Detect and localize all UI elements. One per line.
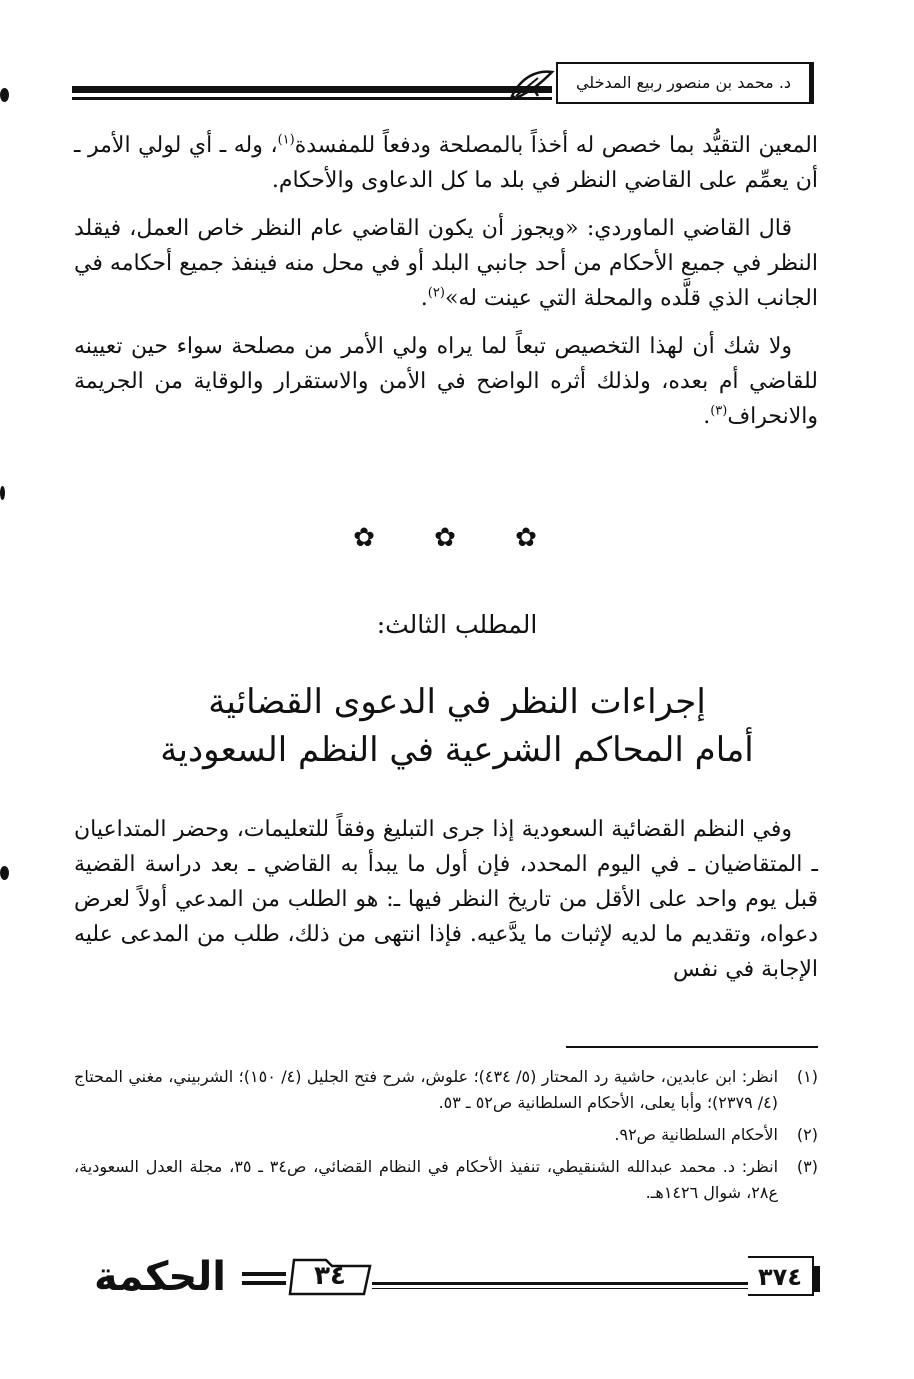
body-text-bottom: وفي النظم القضائية السعودية إذا جرى التبليغ وفقاً للتعليمات، وحضر المتداعيان ـ المتقاضيان ـ في اليوم المحدد، فإن أول ما يبدأ به القاضي ـ بعد دراسة القضية قبل يوم واحد على الأقل من تاريخ النظر فيها ـ: هو الطلب من المدعي أولاً لعرض دعواه، وتقديم ما لديه لإثبات ما يدَّعيه. فإذا انتهى من ذلك، طلب من المدعى عليه الإجابة في نفس [74, 817, 818, 982]
body-text-top: المعين التقيُّد بما خصص له أخذاً بالمصلحة ودفعاً للمفسدة$^{(١)}$، وله ـ أي لولي الأمر ـ أن يعمِّم على القاضي النظر في بلد ما كل الدعاوى والأحكام. قال القاضي الماوردي: «ويجوز أن يكون القاضي عام النظر خاص العمل، فيقلد النظر في جميع الأحكام من أحد جانبي البلد أو في محل منه فينفذ جميع أحكامه في الجانب الذي قلَّده والمحلة التي عينت له»$^{(٢)}$. ولا شك أن لهذا التخصيص تبعاً لما يراه ولي الأمر من مصلحة سواء حين تعيينه للقاضي أم بعده، ولذلك أثره الواضح في الأمن والاستقرار والوقاية من الجريمة والانحراف$^{(٣)}$. [74, 132, 818, 429]
section-label: المطلب الثالث: [376, 610, 538, 639]
section-divider-ornaments [340, 522, 550, 556]
flower-ornament-icon: ✿ [515, 523, 537, 553]
footnote-separator [566, 1046, 818, 1048]
footnote-ref: (٣) [710, 403, 728, 419]
flower-ornament-icon: ✿ [353, 523, 375, 553]
footnote-ref: (٢) [427, 285, 445, 301]
footer-rule [372, 1282, 748, 1285]
page-number: ٣٧٤ [748, 1256, 814, 1296]
footnotes [74, 1064, 818, 1212]
margin-mark [0, 486, 5, 500]
section-title: إجراءات النظر في الدعوى القضائية أمام المحاكم الشرعية في النظم السعودية [160, 682, 754, 770]
footnote-item: (١) انظر: ابن عابدين، حاشية رد المحتار (٥/ ٤٣٤)؛ علوش، شرح فتح الجليل (٤/ ١٥٠)؛ الشربيني، مغني المحتاج (٤/ ٢٣٧٩)؛ وأبا يعلى، الأحكام السلطانية ص٥٢ ـ ٥٣. [74, 1067, 818, 1112]
margin-mark [0, 88, 9, 102]
journal-logo: الحكمة [94, 1254, 226, 1300]
quill-icon [508, 66, 556, 102]
footnote-ref: (١) [277, 132, 295, 148]
flower-ornament-icon: ✿ [434, 523, 456, 553]
footer-rule [242, 1272, 286, 1276]
margin-mark [0, 866, 9, 880]
footnote-item: (٢) الأحكام السلطانية ص٩٢. [614, 1125, 818, 1144]
footer-rule [372, 1288, 748, 1289]
footer-rule [242, 1281, 286, 1285]
running-header-author: د. محمد بن منصور ربيع المدخلي [556, 62, 814, 104]
issue-number: ٣٤ [314, 1261, 346, 1291]
header-rule [72, 86, 552, 100]
footnote-item: (٣) انظر: د. محمد عبدالله الشنقيطي، تنفيذ الأحكام في النظام القضائي، ص٣٤ ـ ٣٥، مجلة العدل السعودية، ع٢٨، شوال ١٤٢٦هـ. [74, 1157, 818, 1202]
